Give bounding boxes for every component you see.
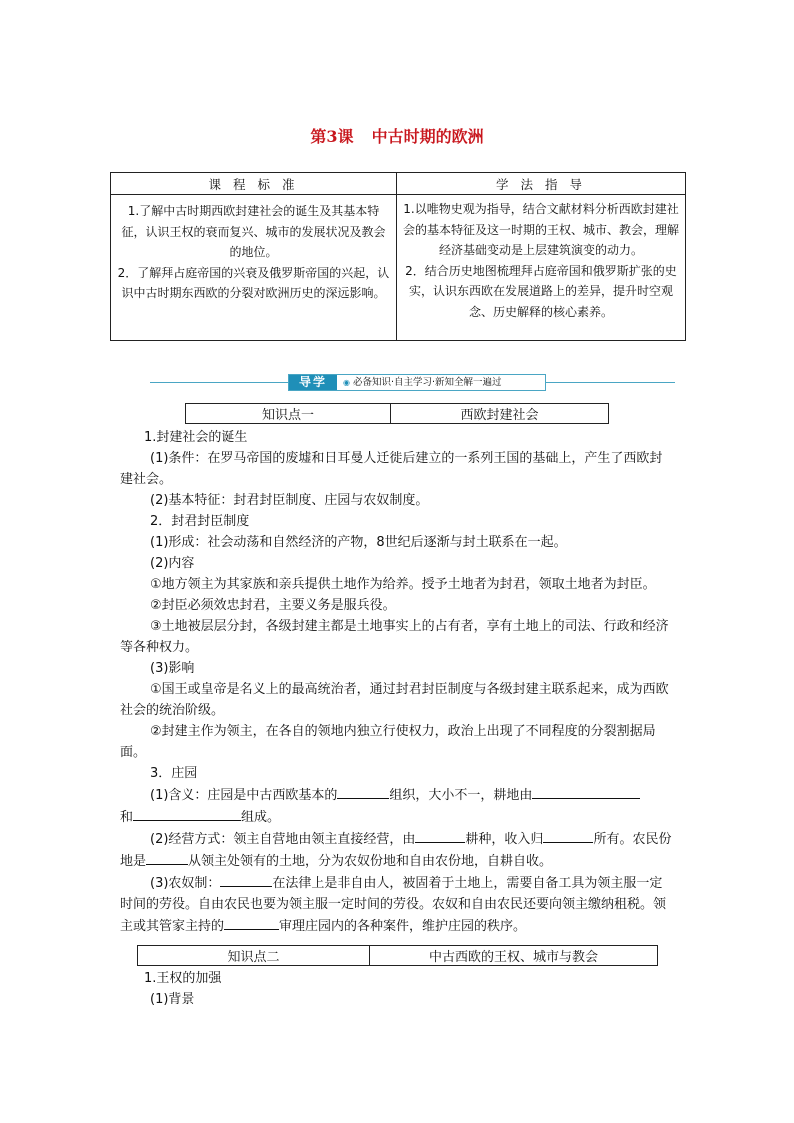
kp1-section-2-heading: 2．封君封臣制度 bbox=[150, 514, 250, 529]
curriculum-item-2: 2．了解拜占庭帝国的兴衰及俄罗斯帝国的兴起，认识中古时期东西欧的分裂对欧洲历史的深远影响。 bbox=[117, 265, 390, 300]
curriculum-standards-header: 课 程 标 准 bbox=[111, 173, 397, 195]
kp1-condition: (1)条件：在罗马帝国的废墟和日耳曼人迁徙后建立的一系列王国的基础上，产生了西欧封建社会。 bbox=[120, 451, 663, 487]
fill-blank-5[interactable] bbox=[543, 828, 593, 843]
curriculum-item-1: 1.了解中古时期西欧封建社会的诞生及其基本特征，认识王权的衰而复兴、城市的发展状况及教会的地位。 bbox=[121, 204, 386, 259]
kp1-section-3-heading: 3．庄园 bbox=[150, 766, 198, 781]
kp1-topic: 西欧封建社会 bbox=[391, 404, 609, 424]
banner-box bbox=[288, 374, 546, 391]
method-guidance-cell bbox=[397, 195, 686, 341]
fill-blank-6[interactable] bbox=[146, 850, 188, 865]
kp1-influence-item-2: ②封建主作为领主，在各自的领地内独立行使权力，政治上出现了不同程度的分裂割据局面。 bbox=[120, 724, 656, 760]
fill-blank-2[interactable] bbox=[532, 784, 640, 799]
kp1-content-item-3: ③土地被层层分封，各级封建主都是土地事实上的占有者，享有土地上的司法、行政和经济等各种权力。 bbox=[120, 619, 669, 655]
banner-text: 必备知识·自主学习·新知全解一遍过 bbox=[353, 377, 502, 388]
kp1-content-heading: (2)内容 bbox=[150, 556, 195, 571]
knowledge-point-2-header bbox=[137, 945, 658, 966]
kp1-manor-definition: (1)含义：庄园是中古西欧基本的 组织，大小不一，耕地由 和 组成。 bbox=[120, 784, 675, 828]
knowledge-point-1-header bbox=[185, 403, 609, 424]
banner-bullet-icon: ◉ bbox=[343, 378, 350, 387]
curriculum-standards-cell bbox=[111, 195, 397, 341]
kp1-basic-features: (2)基本特征：封君封臣制度、庄园与农奴制度。 bbox=[150, 493, 429, 508]
method-item-2: 2．结合历史地图梳理拜占庭帝国和俄罗斯扩张的史实，认识东西欧在发展道路上的差异，提升时空观念、历史解释的核心素养。 bbox=[405, 263, 677, 319]
method-item-1: 1.以唯物史观为指导，结合文献材料分析西欧封建社会的基本特征及这一时期的王权、城市、教会，理解经济基础变动是上层建筑演变的动力。 bbox=[403, 202, 680, 257]
kp2-section-1-heading: 1.王权的加强 bbox=[144, 971, 222, 986]
kp1-serfdom: (3)农奴制： 在法律上是非自由人，被固着于土地上，需要自备工具为领主服一定时间的劳役。自由农民也要为领主服一定时间的劳役。农奴和自由农民还要向领主缴纳租税。领主或其管家主持的 审理庄园内的各种案件，维护庄园的秩序。 bbox=[120, 872, 675, 937]
lesson-title bbox=[0, 124, 794, 147]
kp2-label: 知识点二 bbox=[138, 946, 370, 966]
guide-banner bbox=[150, 372, 675, 392]
lesson-number: 第3课 bbox=[310, 127, 354, 146]
banner-tag: 导学 bbox=[289, 375, 337, 390]
standards-table bbox=[110, 172, 686, 341]
kp1-content bbox=[120, 427, 675, 937]
kp2-background-heading: (1)背景 bbox=[150, 992, 195, 1007]
kp2-content bbox=[120, 968, 675, 1010]
lesson-name: 中古时期的欧洲 bbox=[371, 127, 484, 146]
banner-rule-right bbox=[546, 382, 675, 383]
method-guidance-header: 学 法 指 导 bbox=[397, 173, 686, 195]
kp2-topic: 中古西欧的王权、城市与教会 bbox=[370, 946, 658, 966]
kp1-formation: (1)形成：社会动荡和自然经济的产物，8世纪后逐渐与封土联系在一起。 bbox=[150, 535, 567, 550]
kp1-section-1-heading: 1.封建社会的诞生 bbox=[144, 430, 248, 445]
fill-blank-7[interactable] bbox=[220, 872, 272, 887]
kp1-content-item-2: ②封臣必须效忠封君，主要义务是服兵役。 bbox=[150, 598, 396, 613]
kp1-manor-operation: (2)经营方式：领主自营地由领主直接经营，由 耕种，收入归 所有。农民份地是 从领主处领有的土地，分为农奴份地和自由农份地，自耕自收。 bbox=[120, 828, 675, 872]
fill-blank-1[interactable] bbox=[337, 784, 389, 799]
fill-blank-8[interactable] bbox=[224, 915, 279, 930]
kp1-label: 知识点一 bbox=[186, 404, 391, 424]
kp1-influence-heading: (3)影响 bbox=[150, 661, 195, 676]
fill-blank-3[interactable] bbox=[133, 806, 241, 821]
kp1-influence-item-1: ①国王或皇帝是名义上的最高统治者，通过封君封臣制度与各级封建主联系起来，成为西欧社会的统治阶级。 bbox=[120, 682, 669, 718]
fill-blank-4[interactable] bbox=[415, 828, 465, 843]
kp1-content-item-1: ①地方领主为其家族和亲兵提供土地作为给养。授予土地者为封君，领取土地者为封臣。 bbox=[150, 577, 656, 592]
banner-rule-left bbox=[150, 382, 288, 383]
